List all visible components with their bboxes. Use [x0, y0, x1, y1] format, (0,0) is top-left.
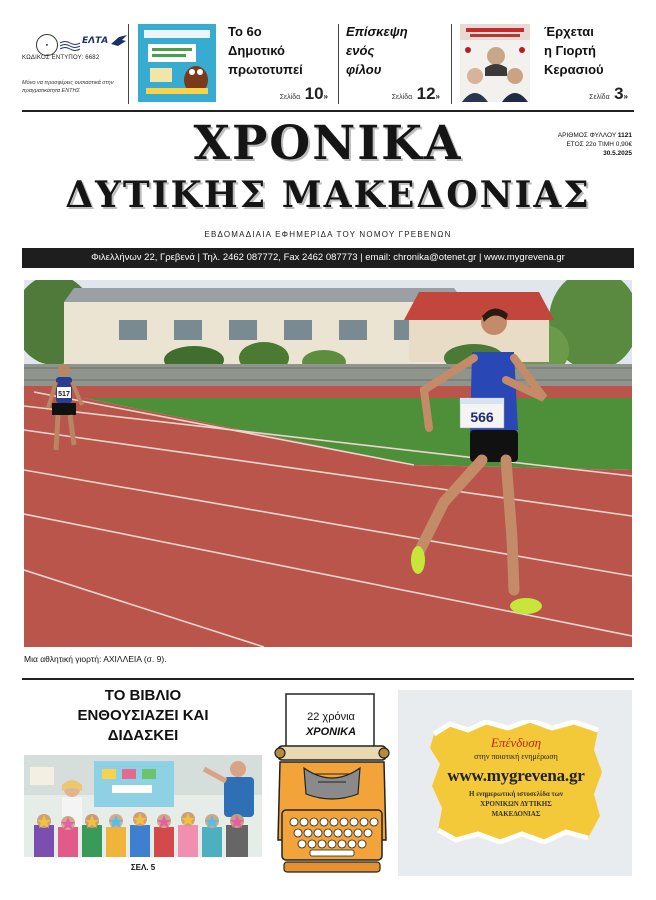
advert-desc-line: Η ενημερωτική ιστοσελίδα των	[469, 790, 563, 798]
classroom-image	[24, 755, 262, 857]
postal-seal-icon: ●	[36, 34, 58, 56]
teaser-page-ref	[392, 84, 440, 104]
teaser-visit[interactable]	[342, 22, 446, 106]
issue-info	[558, 131, 632, 158]
advert-desc-line: ΧΡΟΝΙΚΩΝ ΔΥΤΙΚΗΣ	[480, 800, 552, 808]
divider	[451, 24, 452, 104]
chevron-right-icon: »	[323, 92, 328, 101]
teaser-thumb-cherry	[460, 24, 530, 102]
teaser-school[interactable]	[218, 22, 334, 106]
cherry-festival-poster-image	[460, 24, 530, 102]
divider	[338, 24, 339, 104]
masthead-title: ΧΡΟΝΙΚΑ	[193, 116, 463, 171]
teaser-title-line: φίλου	[346, 62, 382, 77]
photo-caption: Μια αθλητική γιορτή: ΑΧΙΛΛΕΙΑ (σ. 9).	[24, 654, 167, 664]
postal-note: Μόνο να προσφέρεις ουσιαστικά στην πραγματικότητα ΕΝΤΗΣ	[22, 80, 114, 94]
teaser-title-line: πρωτοτυπεί	[228, 62, 303, 77]
teaser-title-line: Το 6ο	[228, 24, 262, 39]
advert-url[interactable]: www.mygrevena.gr	[447, 766, 585, 785]
headline-line: ΕΝΘΟΥΣΙΑΖΕΙ ΚΑΙ	[77, 707, 209, 724]
chevron-right-icon: »	[623, 92, 628, 101]
divider	[128, 24, 129, 104]
advert-tagline: στην ποιοτική ενημέρωση	[474, 752, 558, 761]
anniversary-text	[284, 710, 378, 740]
masthead-subtitle-line: ΔΥΤΙΚΗΣ ΜΑΚΕΔΟΝΙΑΣ	[65, 174, 591, 216]
postal-box	[22, 30, 128, 96]
front-runner-bib: 566	[470, 409, 494, 425]
athletics-scene-image	[24, 280, 632, 647]
chevron-right-icon: »	[435, 92, 440, 101]
teaser-title-line: Επίσκεψη	[346, 24, 408, 39]
teaser-page-ref	[589, 84, 628, 104]
headline-line: ΔΙΔΑΣΚΕΙ	[107, 727, 179, 744]
teaser-title-line: Έρχεται	[544, 24, 594, 39]
page-label: Σελίδα	[589, 94, 610, 101]
book-page-ref: ΣΕΛ. 5	[130, 863, 156, 872]
teaser-cherry[interactable]	[534, 22, 634, 106]
postal-brand: ΕΛΤΑ	[82, 36, 109, 46]
contact-bar[interactable]: Φιλελλήνων 22, Γρεβενά | Τηλ. 2462 087772, Fax 2462 087773 | email: chronika@otenet.gr | www.mygrevena.gr	[22, 248, 634, 268]
main-athletics-photo[interactable]	[24, 280, 632, 647]
issue-number: 1121	[617, 132, 632, 139]
advert-text	[428, 735, 604, 819]
advert-headline: Επένδυση	[490, 735, 542, 750]
book-feature-headline[interactable]	[24, 686, 262, 746]
book-feature-photo[interactable]	[24, 755, 262, 857]
teaser-strip	[0, 0, 656, 112]
headline-line: ΤΟ ΒΙΒΛΙΟ	[104, 687, 182, 704]
back-runner-bib: 517	[58, 391, 70, 398]
teaser-title-line: η Γιορτή	[544, 43, 596, 58]
page-label: Σελίδα	[391, 94, 413, 101]
header-rule	[22, 110, 634, 112]
anniversary-name: ΧΡΟΝΙΚΑ	[305, 726, 357, 738]
page-number: 10	[304, 84, 324, 103]
page-label: Σελίδα	[279, 94, 301, 101]
school-book-cover-image	[138, 24, 216, 102]
teaser-title-line: ενός	[346, 43, 375, 58]
anniversary-years: 22 χρόνια	[307, 711, 355, 723]
newspaper-tagline: ΕΒΔΟΜΑΔΙΑΙΑ ΕΦΗΜΕΡΙΔΑ ΤΟΥ ΝΟΜΟΥ ΓΡΕΒΕΝΩΝ	[204, 230, 452, 239]
teaser-title-line: Δημοτικό	[228, 43, 285, 58]
teaser-page-ref	[280, 84, 328, 104]
postal-waves-icon	[60, 40, 80, 52]
page-number: 3	[614, 84, 624, 103]
postal-code: ΚΩΔΙΚΟΣ ΕΝΤΥΠΟΥ: 6682	[22, 55, 100, 61]
issue-date: 30.5.2025	[603, 150, 632, 157]
page-number: 12	[416, 84, 436, 103]
advert-desc-line: ΜΑΚΕΔΟΝΙΑΣ	[491, 810, 541, 818]
issue-label: ΑΡΙΘΜΟΣ ΦΥΛΛΟΥ	[557, 132, 617, 139]
teaser-title-line: Κερασιού	[544, 62, 604, 77]
section-rule	[22, 678, 634, 680]
postal-bird-icon	[110, 34, 128, 48]
teaser-thumb-school	[138, 24, 216, 102]
year-price: ΕΤΟΣ 22ο ΤΙΜΗ 0,90€	[566, 141, 632, 148]
